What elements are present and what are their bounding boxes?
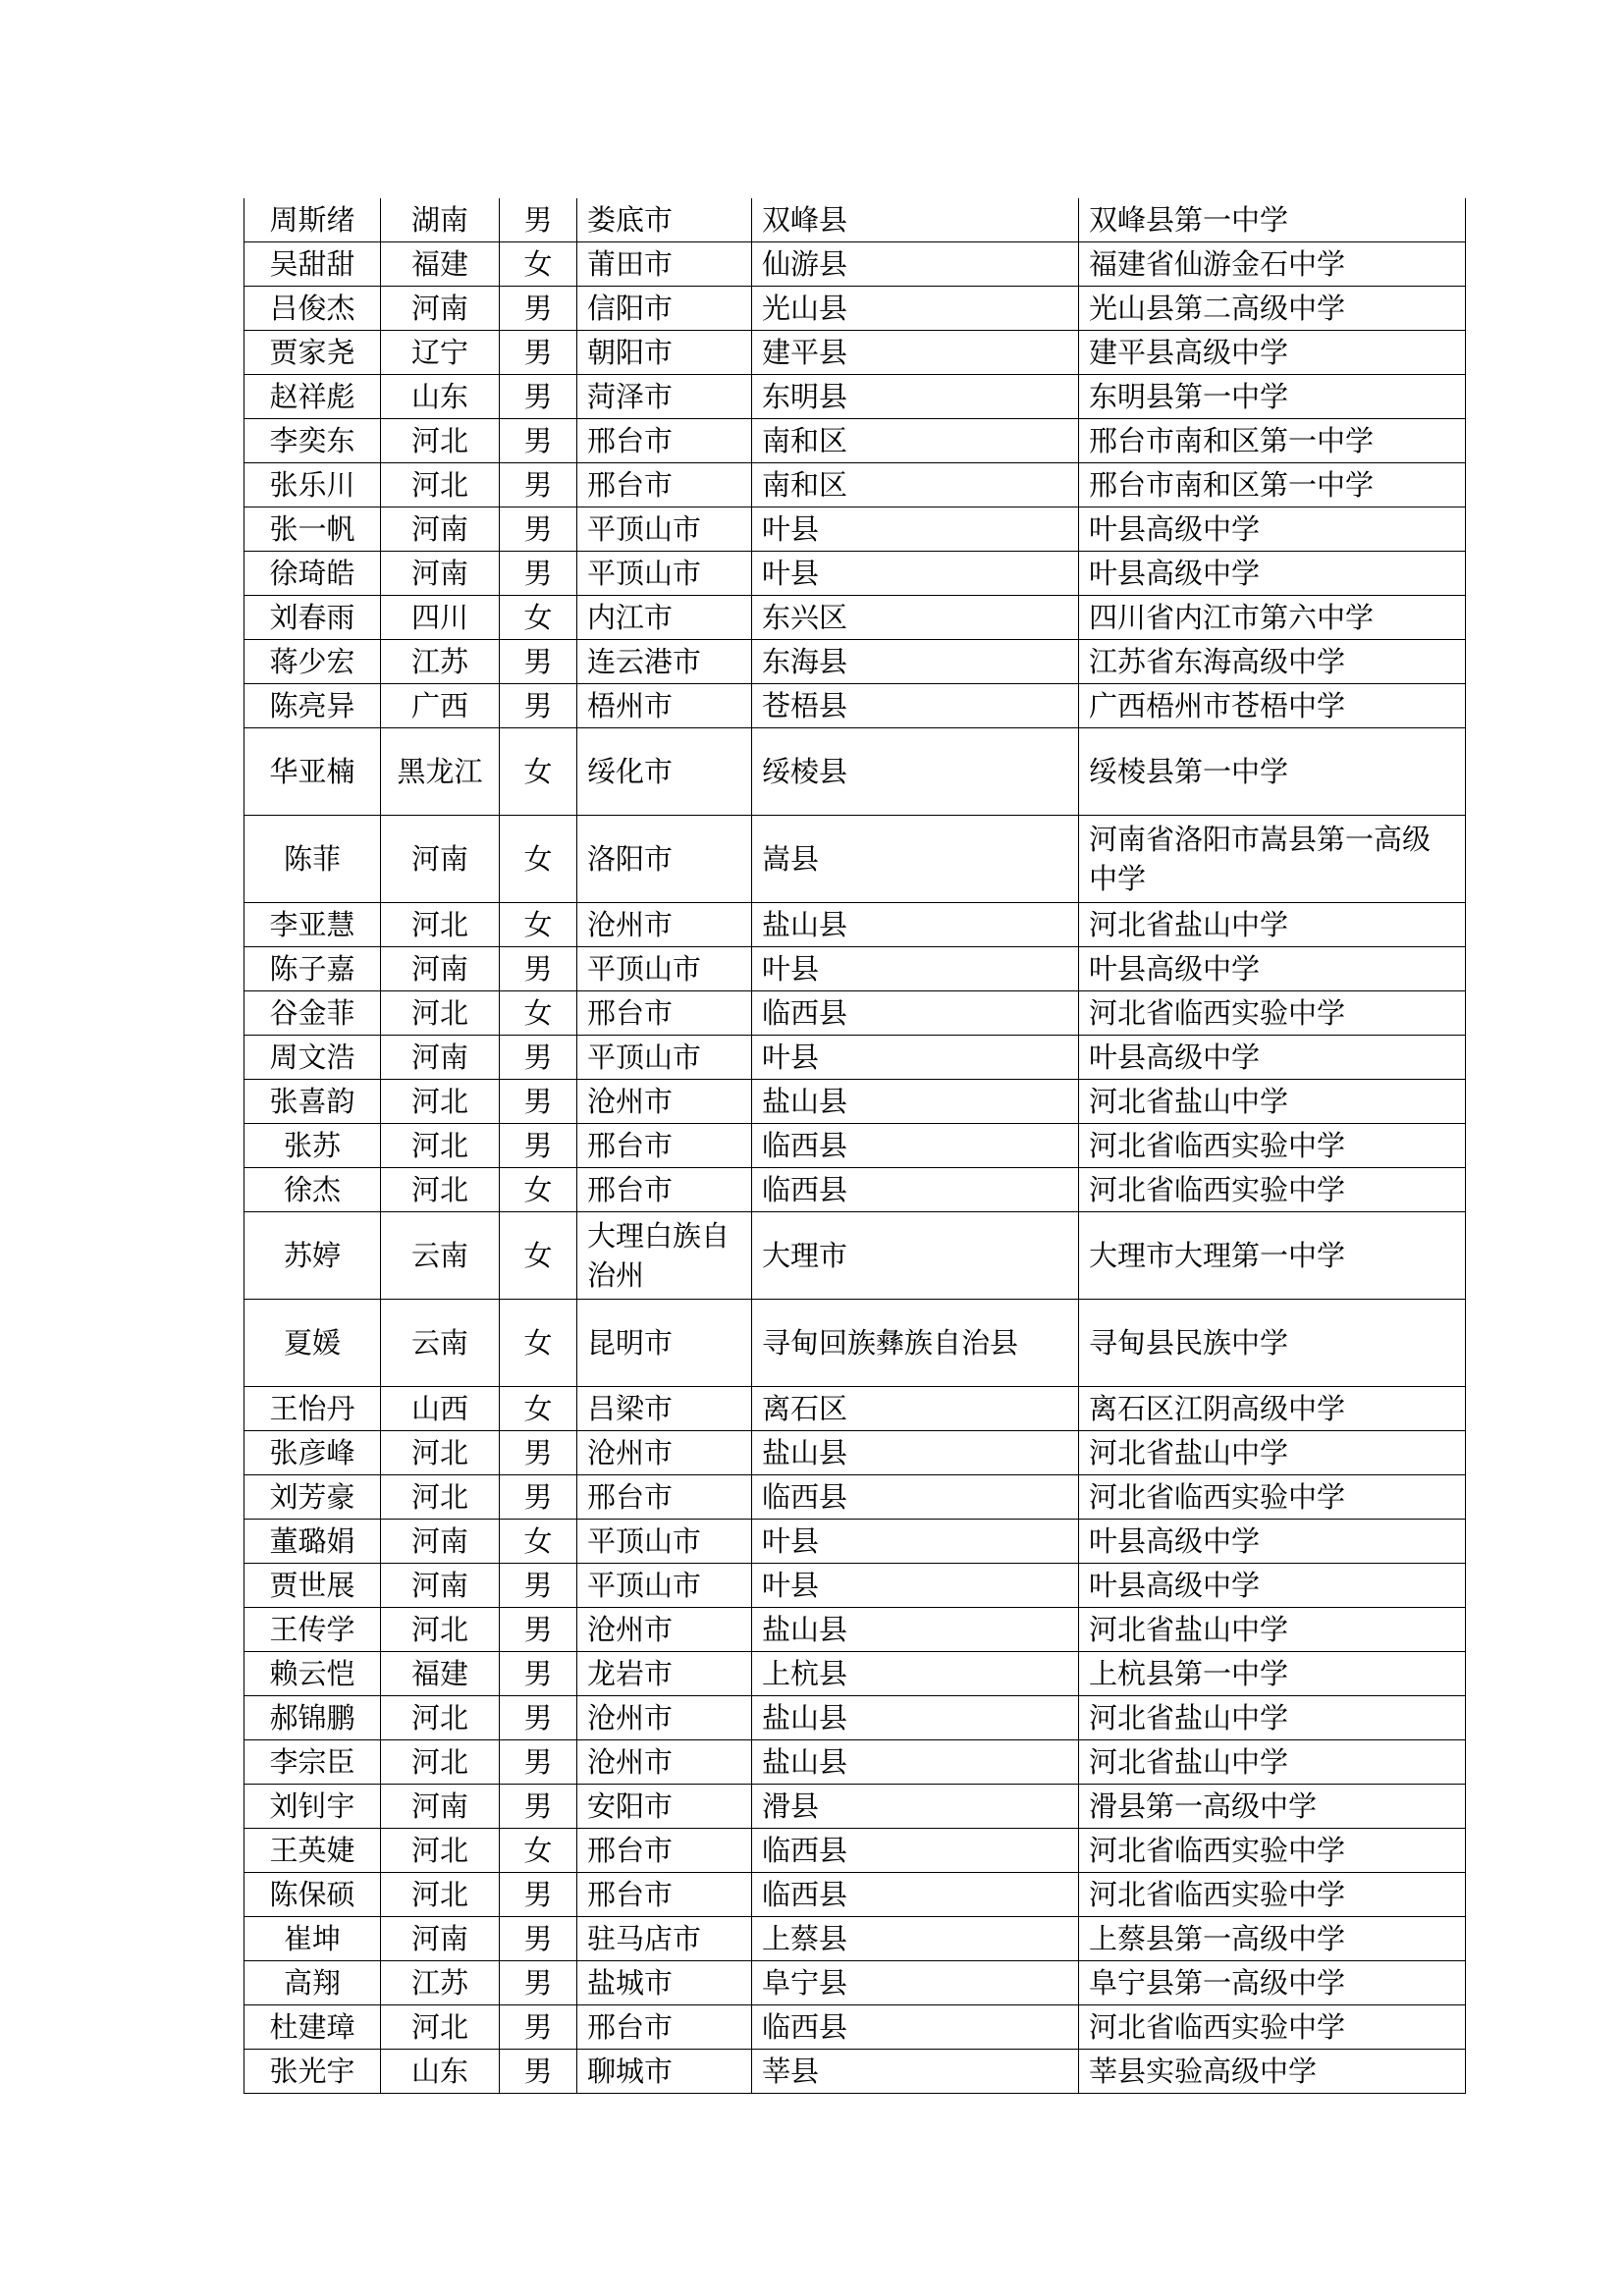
table-row (244, 1740, 1466, 1785)
county-cell: 仙游县 (752, 242, 1079, 287)
county-cell: 南和区 (752, 463, 1079, 507)
province-cell: 河北 (381, 1168, 500, 1212)
province-cell: 河北 (381, 903, 500, 947)
province-cell: 河南 (381, 287, 500, 331)
city-cell: 绥化市 (577, 728, 752, 816)
school-cell: 河北省临西实验中学 (1079, 1124, 1466, 1168)
school-cell: 河北省盐山中学 (1079, 1696, 1466, 1740)
school-cell: 莘县实验高级中学 (1079, 2050, 1466, 2094)
province-cell: 河北 (381, 991, 500, 1036)
county-cell: 叶县 (752, 507, 1079, 552)
name-cell: 高翔 (244, 1961, 381, 2005)
table-row (244, 947, 1466, 991)
gender-cell: 女 (500, 1168, 577, 1212)
province-cell: 福建 (381, 1652, 500, 1696)
county-cell: 滑县 (752, 1785, 1079, 1829)
city-cell: 娄底市 (577, 198, 752, 242)
province-cell: 河北 (381, 1608, 500, 1652)
table-row (244, 331, 1466, 375)
name-cell: 华亚楠 (244, 728, 381, 816)
school-cell: 河北省盐山中学 (1079, 1608, 1466, 1652)
school-cell: 河北省临西实验中学 (1079, 1475, 1466, 1520)
table-row (244, 596, 1466, 640)
city-cell: 吕梁市 (577, 1387, 752, 1431)
name-cell: 赖云恺 (244, 1652, 381, 1696)
gender-cell: 男 (500, 375, 577, 419)
city-cell: 沧州市 (577, 1696, 752, 1740)
province-cell: 河北 (381, 2005, 500, 2050)
name-cell: 李亚慧 (244, 903, 381, 947)
table-row (244, 419, 1466, 463)
county-cell: 阜宁县 (752, 1961, 1079, 2005)
name-cell: 王传学 (244, 1608, 381, 1652)
school-cell: 四川省内江市第六中学 (1079, 596, 1466, 640)
table-row (244, 2005, 1466, 2050)
gender-cell: 男 (500, 1431, 577, 1475)
name-cell: 徐琦皓 (244, 552, 381, 596)
county-cell: 盐山县 (752, 1608, 1079, 1652)
table-row (244, 2050, 1466, 2094)
city-cell: 邢台市 (577, 419, 752, 463)
gender-cell: 男 (500, 419, 577, 463)
city-cell: 平顶山市 (577, 552, 752, 596)
name-cell: 刘钊宇 (244, 1785, 381, 1829)
county-cell: 盐山县 (752, 903, 1079, 947)
name-cell: 李宗臣 (244, 1740, 381, 1785)
gender-cell: 女 (500, 596, 577, 640)
name-cell: 陈亮异 (244, 684, 381, 728)
name-cell: 董璐娟 (244, 1520, 381, 1564)
table-row (244, 1608, 1466, 1652)
name-cell: 周文浩 (244, 1036, 381, 1080)
city-cell: 连云港市 (577, 640, 752, 684)
table-row (244, 463, 1466, 507)
county-cell: 南和区 (752, 419, 1079, 463)
school-cell: 广西梧州市苍梧中学 (1079, 684, 1466, 728)
city-cell: 邢台市 (577, 1124, 752, 1168)
city-cell: 沧州市 (577, 1608, 752, 1652)
city-cell: 邢台市 (577, 463, 752, 507)
name-cell: 郝锦鹏 (244, 1696, 381, 1740)
school-cell: 阜宁县第一高级中学 (1079, 1961, 1466, 2005)
city-cell: 邢台市 (577, 1873, 752, 1917)
name-cell: 张彦峰 (244, 1431, 381, 1475)
county-cell: 临西县 (752, 991, 1079, 1036)
gender-cell: 女 (500, 1300, 577, 1387)
city-cell: 平顶山市 (577, 1564, 752, 1608)
province-cell: 河北 (381, 1740, 500, 1785)
gender-cell: 男 (500, 1961, 577, 2005)
city-cell: 邢台市 (577, 1168, 752, 1212)
school-cell: 上蔡县第一高级中学 (1079, 1917, 1466, 1961)
roster-page (244, 198, 1465, 2094)
name-cell: 蒋少宏 (244, 640, 381, 684)
school-cell: 江苏省东海高级中学 (1079, 640, 1466, 684)
county-cell: 盐山县 (752, 1740, 1079, 1785)
county-cell: 临西县 (752, 1873, 1079, 1917)
name-cell: 徐杰 (244, 1168, 381, 1212)
city-cell: 朝阳市 (577, 331, 752, 375)
county-cell: 叶县 (752, 947, 1079, 991)
county-cell: 临西县 (752, 1475, 1079, 1520)
name-cell: 张一帆 (244, 507, 381, 552)
table-row (244, 1212, 1466, 1300)
gender-cell: 男 (500, 198, 577, 242)
name-cell: 张光宇 (244, 2050, 381, 2094)
school-cell: 河北省临西实验中学 (1079, 991, 1466, 1036)
school-cell: 河北省临西实验中学 (1079, 1873, 1466, 1917)
county-cell: 苍梧县 (752, 684, 1079, 728)
gender-cell: 女 (500, 1212, 577, 1300)
school-cell: 河北省盐山中学 (1079, 903, 1466, 947)
school-cell: 叶县高级中学 (1079, 947, 1466, 991)
school-cell: 大理市大理第一中学 (1079, 1212, 1466, 1300)
city-cell: 莆田市 (577, 242, 752, 287)
school-cell: 叶县高级中学 (1079, 1564, 1466, 1608)
table-row (244, 1961, 1466, 2005)
table-row (244, 640, 1466, 684)
city-cell: 沧州市 (577, 1080, 752, 1124)
city-cell: 平顶山市 (577, 1520, 752, 1564)
name-cell: 贾家尧 (244, 331, 381, 375)
gender-cell: 男 (500, 2050, 577, 2094)
table-row (244, 1080, 1466, 1124)
gender-cell: 男 (500, 1696, 577, 1740)
name-cell: 陈保硕 (244, 1873, 381, 1917)
table-row (244, 1431, 1466, 1475)
gender-cell: 男 (500, 1036, 577, 1080)
county-cell: 盐山县 (752, 1696, 1079, 1740)
table-row (244, 1917, 1466, 1961)
county-cell: 叶县 (752, 1036, 1079, 1080)
school-cell: 河北省盐山中学 (1079, 1080, 1466, 1124)
province-cell: 河南 (381, 947, 500, 991)
name-cell: 贾世展 (244, 1564, 381, 1608)
table-row (244, 198, 1466, 242)
county-cell: 叶县 (752, 1564, 1079, 1608)
city-cell: 安阳市 (577, 1785, 752, 1829)
name-cell: 吕俊杰 (244, 287, 381, 331)
county-cell: 临西县 (752, 1168, 1079, 1212)
table-row (244, 1785, 1466, 1829)
school-cell: 滑县第一高级中学 (1079, 1785, 1466, 1829)
province-cell: 河北 (381, 1873, 500, 1917)
county-cell: 临西县 (752, 2005, 1079, 2050)
name-cell: 李奕东 (244, 419, 381, 463)
table-row (244, 1300, 1466, 1387)
table-row (244, 1520, 1466, 1564)
gender-cell: 男 (500, 1124, 577, 1168)
gender-cell: 男 (500, 287, 577, 331)
table-body (244, 198, 1466, 2094)
school-cell: 双峰县第一中学 (1079, 198, 1466, 242)
name-cell: 张喜韵 (244, 1080, 381, 1124)
city-cell: 内江市 (577, 596, 752, 640)
province-cell: 河北 (381, 1080, 500, 1124)
gender-cell: 男 (500, 640, 577, 684)
school-cell: 绥棱县第一中学 (1079, 728, 1466, 816)
county-cell: 寻甸回族彝族自治县 (752, 1300, 1079, 1387)
city-cell: 洛阳市 (577, 816, 752, 903)
school-cell: 河北省临西实验中学 (1079, 1829, 1466, 1873)
school-cell: 河南省洛阳市嵩县第一高级中学 (1079, 816, 1466, 903)
county-cell: 东明县 (752, 375, 1079, 419)
county-cell: 莘县 (752, 2050, 1079, 2094)
province-cell: 河南 (381, 816, 500, 903)
city-cell: 菏泽市 (577, 375, 752, 419)
city-cell: 盐城市 (577, 1961, 752, 2005)
table-row (244, 1652, 1466, 1696)
county-cell: 东海县 (752, 640, 1079, 684)
school-cell: 叶县高级中学 (1079, 552, 1466, 596)
province-cell: 河北 (381, 419, 500, 463)
gender-cell: 男 (500, 1475, 577, 1520)
name-cell: 夏媛 (244, 1300, 381, 1387)
gender-cell: 女 (500, 991, 577, 1036)
school-cell: 邢台市南和区第一中学 (1079, 463, 1466, 507)
table-row (244, 1168, 1466, 1212)
table-row (244, 1564, 1466, 1608)
county-cell: 临西县 (752, 1829, 1079, 1873)
name-cell: 刘春雨 (244, 596, 381, 640)
city-cell: 邢台市 (577, 991, 752, 1036)
city-cell: 邢台市 (577, 2005, 752, 2050)
table-row (244, 375, 1466, 419)
school-cell: 叶县高级中学 (1079, 507, 1466, 552)
city-cell: 平顶山市 (577, 947, 752, 991)
county-cell: 叶县 (752, 1520, 1079, 1564)
province-cell: 江苏 (381, 640, 500, 684)
school-cell: 建平县高级中学 (1079, 331, 1466, 375)
province-cell: 河南 (381, 1520, 500, 1564)
gender-cell: 男 (500, 1608, 577, 1652)
gender-cell: 女 (500, 816, 577, 903)
province-cell: 河北 (381, 1696, 500, 1740)
province-cell: 河南 (381, 552, 500, 596)
county-cell: 离石区 (752, 1387, 1079, 1431)
gender-cell: 男 (500, 684, 577, 728)
gender-cell: 女 (500, 1829, 577, 1873)
gender-cell: 男 (500, 463, 577, 507)
gender-cell: 女 (500, 242, 577, 287)
county-cell: 临西县 (752, 1124, 1079, 1168)
county-cell: 东兴区 (752, 596, 1079, 640)
school-cell: 东明县第一中学 (1079, 375, 1466, 419)
table-row (244, 1829, 1466, 1873)
gender-cell: 男 (500, 1652, 577, 1696)
table-row (244, 287, 1466, 331)
province-cell: 云南 (381, 1300, 500, 1387)
table-row (244, 728, 1466, 816)
school-cell: 邢台市南和区第一中学 (1079, 419, 1466, 463)
province-cell: 云南 (381, 1212, 500, 1300)
name-cell: 张乐川 (244, 463, 381, 507)
city-cell: 驻马店市 (577, 1917, 752, 1961)
province-cell: 黑龙江 (381, 728, 500, 816)
school-cell: 寻甸县民族中学 (1079, 1300, 1466, 1387)
school-cell: 河北省临西实验中学 (1079, 2005, 1466, 2050)
table-row (244, 1696, 1466, 1740)
city-cell: 平顶山市 (577, 507, 752, 552)
table-row (244, 1124, 1466, 1168)
province-cell: 山东 (381, 2050, 500, 2094)
gender-cell: 男 (500, 1873, 577, 1917)
name-cell: 周斯绪 (244, 198, 381, 242)
table-row (244, 1873, 1466, 1917)
province-cell: 河南 (381, 1785, 500, 1829)
county-cell: 光山县 (752, 287, 1079, 331)
county-cell: 绥棱县 (752, 728, 1079, 816)
table-row (244, 684, 1466, 728)
gender-cell: 女 (500, 728, 577, 816)
county-cell: 上蔡县 (752, 1917, 1079, 1961)
table-row (244, 816, 1466, 903)
city-cell: 昆明市 (577, 1300, 752, 1387)
gender-cell: 女 (500, 1520, 577, 1564)
gender-cell: 女 (500, 903, 577, 947)
province-cell: 山西 (381, 1387, 500, 1431)
name-cell: 陈菲 (244, 816, 381, 903)
province-cell: 河北 (381, 1829, 500, 1873)
gender-cell: 男 (500, 947, 577, 991)
name-cell: 张苏 (244, 1124, 381, 1168)
gender-cell: 男 (500, 1917, 577, 1961)
city-cell: 邢台市 (577, 1829, 752, 1873)
city-cell: 沧州市 (577, 903, 752, 947)
table-row (244, 1036, 1466, 1080)
city-cell: 聊城市 (577, 2050, 752, 2094)
table-row (244, 903, 1466, 947)
province-cell: 河北 (381, 1431, 500, 1475)
student-table (244, 198, 1466, 2094)
province-cell: 江苏 (381, 1961, 500, 2005)
school-cell: 河北省临西实验中学 (1079, 1168, 1466, 1212)
county-cell: 上杭县 (752, 1652, 1079, 1696)
county-cell: 大理市 (752, 1212, 1079, 1300)
school-cell: 叶县高级中学 (1079, 1520, 1466, 1564)
city-cell: 沧州市 (577, 1740, 752, 1785)
county-cell: 双峰县 (752, 198, 1079, 242)
school-cell: 河北省盐山中学 (1079, 1431, 1466, 1475)
province-cell: 河南 (381, 507, 500, 552)
name-cell: 王英婕 (244, 1829, 381, 1873)
province-cell: 福建 (381, 242, 500, 287)
gender-cell: 男 (500, 331, 577, 375)
city-cell: 大理白族自治州 (577, 1212, 752, 1300)
county-cell: 建平县 (752, 331, 1079, 375)
county-cell: 叶县 (752, 552, 1079, 596)
gender-cell: 男 (500, 1740, 577, 1785)
gender-cell: 男 (500, 552, 577, 596)
gender-cell: 男 (500, 1785, 577, 1829)
province-cell: 湖南 (381, 198, 500, 242)
school-cell: 离石区江阴高级中学 (1079, 1387, 1466, 1431)
city-cell: 平顶山市 (577, 1036, 752, 1080)
name-cell: 赵祥彪 (244, 375, 381, 419)
province-cell: 河北 (381, 1124, 500, 1168)
gender-cell: 男 (500, 2005, 577, 2050)
table-row (244, 1387, 1466, 1431)
city-cell: 信阳市 (577, 287, 752, 331)
province-cell: 河北 (381, 463, 500, 507)
school-cell: 叶县高级中学 (1079, 1036, 1466, 1080)
name-cell: 吴甜甜 (244, 242, 381, 287)
gender-cell: 男 (500, 1564, 577, 1608)
name-cell: 王怡丹 (244, 1387, 381, 1431)
school-cell: 河北省盐山中学 (1079, 1740, 1466, 1785)
province-cell: 四川 (381, 596, 500, 640)
city-cell: 邢台市 (577, 1475, 752, 1520)
table-row (244, 507, 1466, 552)
table-row (244, 991, 1466, 1036)
name-cell: 陈子嘉 (244, 947, 381, 991)
name-cell: 苏婷 (244, 1212, 381, 1300)
gender-cell: 女 (500, 1387, 577, 1431)
school-cell: 光山县第二高级中学 (1079, 287, 1466, 331)
city-cell: 梧州市 (577, 684, 752, 728)
county-cell: 盐山县 (752, 1431, 1079, 1475)
province-cell: 辽宁 (381, 331, 500, 375)
name-cell: 杜建璋 (244, 2005, 381, 2050)
province-cell: 河南 (381, 1564, 500, 1608)
county-cell: 盐山县 (752, 1080, 1079, 1124)
table-row (244, 1475, 1466, 1520)
name-cell: 崔坤 (244, 1917, 381, 1961)
province-cell: 山东 (381, 375, 500, 419)
province-cell: 河南 (381, 1036, 500, 1080)
city-cell: 龙岩市 (577, 1652, 752, 1696)
city-cell: 沧州市 (577, 1431, 752, 1475)
province-cell: 河南 (381, 1917, 500, 1961)
table-row (244, 242, 1466, 287)
school-cell: 福建省仙游金石中学 (1079, 242, 1466, 287)
name-cell: 刘芳豪 (244, 1475, 381, 1520)
name-cell: 谷金菲 (244, 991, 381, 1036)
table-row (244, 552, 1466, 596)
province-cell: 河北 (381, 1475, 500, 1520)
county-cell: 嵩县 (752, 816, 1079, 903)
province-cell: 广西 (381, 684, 500, 728)
gender-cell: 男 (500, 1080, 577, 1124)
gender-cell: 男 (500, 507, 577, 552)
school-cell: 上杭县第一中学 (1079, 1652, 1466, 1696)
